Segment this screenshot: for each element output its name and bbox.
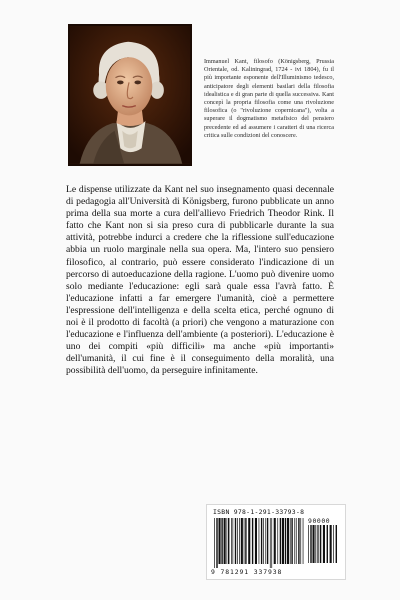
addon-barcode-bars xyxy=(307,525,339,567)
barcode-bar xyxy=(248,518,250,564)
isbn-label: ISBN 978-1-291-33793-8 xyxy=(213,508,305,516)
barcode-bar xyxy=(233,518,234,564)
barcode-bar xyxy=(300,518,301,564)
barcode-bar xyxy=(320,525,321,563)
barcode-bar xyxy=(241,518,243,564)
barcode-bar xyxy=(270,518,271,568)
barcode-bar xyxy=(252,518,253,564)
barcode-bar xyxy=(216,518,217,568)
barcode-bar xyxy=(277,518,278,564)
barcode-bar xyxy=(239,518,240,564)
barcode-bar xyxy=(294,518,295,564)
barcode-bar xyxy=(255,518,257,564)
isbn-barcode xyxy=(206,504,346,580)
barcode-bar xyxy=(274,518,276,564)
barcode-bar xyxy=(308,525,309,563)
barcode-bar xyxy=(259,518,260,564)
barcode-bar xyxy=(221,518,222,564)
barcode-bar xyxy=(261,518,262,564)
price-addon-code: 90000 xyxy=(308,517,331,525)
ean-barcode-bars xyxy=(213,518,305,568)
barcode-bar xyxy=(282,518,284,564)
ean-digits: 9 781291 337938 xyxy=(211,568,283,576)
barcode-bar xyxy=(214,518,215,568)
barcode-bar xyxy=(315,525,316,563)
barcode-bar xyxy=(280,518,281,564)
barcode-bar xyxy=(244,518,245,564)
barcode-bar xyxy=(303,518,304,564)
barcode-bar xyxy=(336,525,337,563)
barcode-bar xyxy=(291,518,292,564)
portrait-image xyxy=(70,26,190,164)
barcode-bar xyxy=(296,518,297,564)
barcode-bar xyxy=(330,525,332,563)
barcode-bar xyxy=(287,518,289,564)
description-paragraph: Le dispense utilizzate da Kant nel suo insegnamento quasi decennale di pedagogia all'Università di Königsberg, furono pubblicate un anno prima della sua morte a cura dell'allievo Friedrich Theodor Rink. Il fatto che Kant non si sia preso cura di pubblicarle durante la sua attività, potrebbe indurci a credere che la riflessione sull'educazione abbia un ruolo marginale nella sua opera. Ma, l'intero suo pensiero filosofico, al contrario, può essere considerato l'indicazione di un percorso di autoeducazione della ragione. L'uomo può divenire uomo solo mediante l'educazione: egli sarà quale essa l'avrà fatto. È l'educazione infatti a far emergere l'umanità, cioè a permettere l'espressione dell'intelligenza e della scelta etica, perché ognuno di noi è il prodotto di facoltà (a priori) che vengono a maturazione con l'educazione e l'influenza dell'ambiente (a posteriori). L'educazione è uno dei compiti «più difficili» ma anche «più importanti» dell'umanità, il cui fine è il conseguimento della moralità, una possibilità dell'uomo, da perseguire infinitamente. xyxy=(66,184,334,377)
barcode-bar xyxy=(228,518,229,564)
barcode-bar xyxy=(235,518,236,564)
barcode-bar xyxy=(317,525,318,563)
barcode-bar xyxy=(227,518,228,564)
barcode-bar xyxy=(310,525,311,563)
book-description xyxy=(66,184,334,378)
barcode-bar xyxy=(263,518,264,564)
kant-portrait xyxy=(68,24,192,166)
barcode-bar xyxy=(285,518,286,564)
barcode-bar xyxy=(318,525,319,563)
barcode-bar xyxy=(265,518,266,564)
barcode-bar xyxy=(313,525,315,563)
barcode-bar xyxy=(333,525,334,563)
barcode-bar xyxy=(219,518,221,564)
barcode-bar xyxy=(323,525,325,563)
barcode-bar xyxy=(271,518,272,568)
barcode-bar xyxy=(298,518,299,564)
barcode-bar xyxy=(245,518,246,564)
barcode-bar xyxy=(224,518,226,564)
author-biography: Immanuel Kant, filosofo (Königsberg, Prussia Orientale, od. Kaliningrad, 1724 - ivi 1804), fu il più importante esponente dell'Illuminismo tedesco, anticipatore degli elementi basilari della filosofia idealistica e di gran parte di quella successiva. Kant concepì la propria filosofia come una rivoluzione filosofica (o "rivoluzione copernicana"), volta a superare il dogmatismo metafisico del pensiero precedente ed ad assumere i caratteri di una ricerca critica sulle condizioni del conoscere. xyxy=(204,58,334,139)
barcode-bar xyxy=(267,518,268,564)
barcode-bar xyxy=(327,525,328,563)
barcode-bar xyxy=(231,518,232,564)
barcode-bar xyxy=(237,518,238,564)
barcode-bar xyxy=(290,518,291,564)
